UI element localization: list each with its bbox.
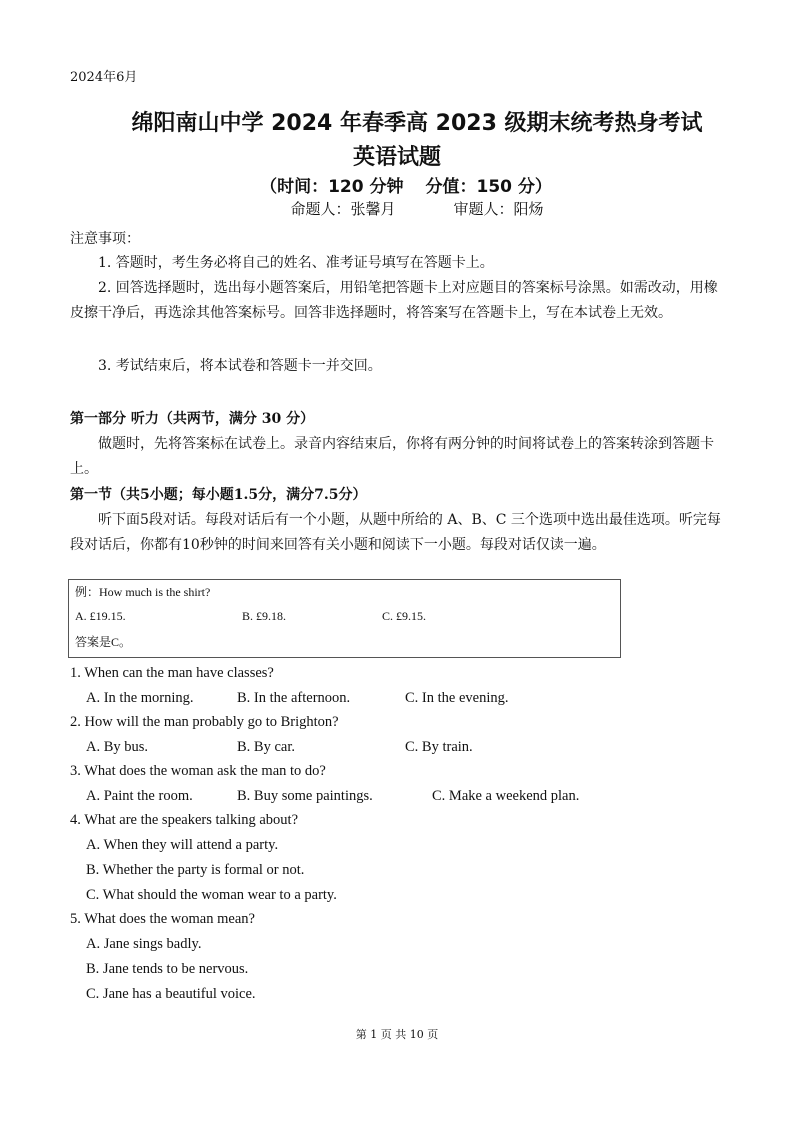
part1-heading: 第一部分 听力（共两节，满分 30 分） [70, 411, 315, 427]
exam-setter: 命题人：张馨月 [290, 200, 396, 218]
question-1-option-b: B. In the afternoon. [237, 690, 351, 706]
question-3-option-a: A. Paint the room. [86, 788, 193, 804]
section1-instructions: 听下面5段对话。每段对话后有一个小题，从题中所给的 A、B、C 三个选项中选出最佳选项。听完每段对话后，你都有10秒钟的时间来回答有关小题和阅读下一小题。每段对话仅读一遍。 [70, 512, 721, 553]
section1-heading: 第一节（共5小题；每小题1.5分，满分7.5分） [70, 487, 367, 503]
question-2-option-b: B. By car. [237, 739, 295, 755]
question-2-stem: 2. How will the man probably go to Brighton? [70, 714, 339, 730]
exam-date: 2024年6月 [70, 70, 138, 85]
question-5-stem: 5. What does the woman mean? [70, 911, 255, 927]
notes-title: 注意事项： [70, 231, 140, 247]
question-1-stem: 1. When can the man have classes? [70, 665, 274, 681]
question-3-option-b: B. Buy some paintings. [237, 788, 373, 804]
example-option-a: A. £19.15. [75, 609, 126, 623]
question-1-option-c: C. In the evening. [405, 690, 509, 706]
question-3-option-c: C. Make a weekend plan. [432, 788, 580, 804]
example-box [68, 579, 621, 658]
example-option-b: B. £9.18. [242, 609, 287, 623]
exam-subject: 英语试题 [352, 145, 441, 170]
question-5-option-c: C. Jane has a beautiful voice. [86, 986, 256, 1002]
exam-title: 绵阳南山中学 2024 年春季高 2023 级期末统考热身考试 [131, 111, 703, 136]
note-item-2: 2. 回答选择题时，选出每小题答案后，用铅笔把答题卡上对应题目的答案标号涂黑。如需改动，用橡皮擦干净后，再选涂其他答案标号。回答非选择题时，将答案写在答题卡上，写在本试卷上无效。 [70, 280, 718, 321]
exam-time-score [0, 172, 794, 197]
question-5-option-a: A. Jane sings badly. [86, 936, 202, 952]
example-question: 例：How much is the shirt? [75, 585, 211, 599]
question-1-option-a: A. In the morning. [86, 690, 194, 706]
note-item-1: 1. 答题时，考生务必将自己的姓名、准考证号填写在答题卡上。 [98, 255, 494, 271]
exam-reviewer: 审题人：阳炀 [453, 200, 544, 218]
example-answer: 答案是C。 [75, 635, 132, 649]
exam-authors [0, 198, 794, 219]
question-4-option-c: C. What should the woman wear to a party. [86, 887, 337, 903]
question-3-stem: 3. What does the woman ask the man to do? [70, 763, 326, 779]
note-item-3: 3. 考试结束后，将本试卷和答题卡一并交回。 [98, 358, 382, 374]
question-4-option-b: B. Whether the party is formal or not. [86, 862, 305, 878]
question-2-option-c: C. By train. [405, 739, 473, 755]
question-5-option-b: B. Jane tends to be nervous. [86, 961, 249, 977]
exam-score: 分值：150 分） [425, 177, 552, 197]
question-4-stem: 4. What are the speakers talking about? [70, 812, 299, 828]
question-4-option-a: A. When they will attend a party. [86, 837, 279, 853]
page-number: 第 1 页 共 10 页 [355, 1028, 439, 1041]
question-2-option-a: A. By bus. [86, 739, 149, 755]
example-option-c: C. £9.15. [382, 609, 427, 623]
exam-time: （时间：120 分钟 [260, 177, 404, 197]
part1-instructions: 做题时，先将答案标在试卷上。录音内容结束后，你将有两分钟的时间将试卷上的答案转涂到答题卡上。 [70, 436, 714, 477]
